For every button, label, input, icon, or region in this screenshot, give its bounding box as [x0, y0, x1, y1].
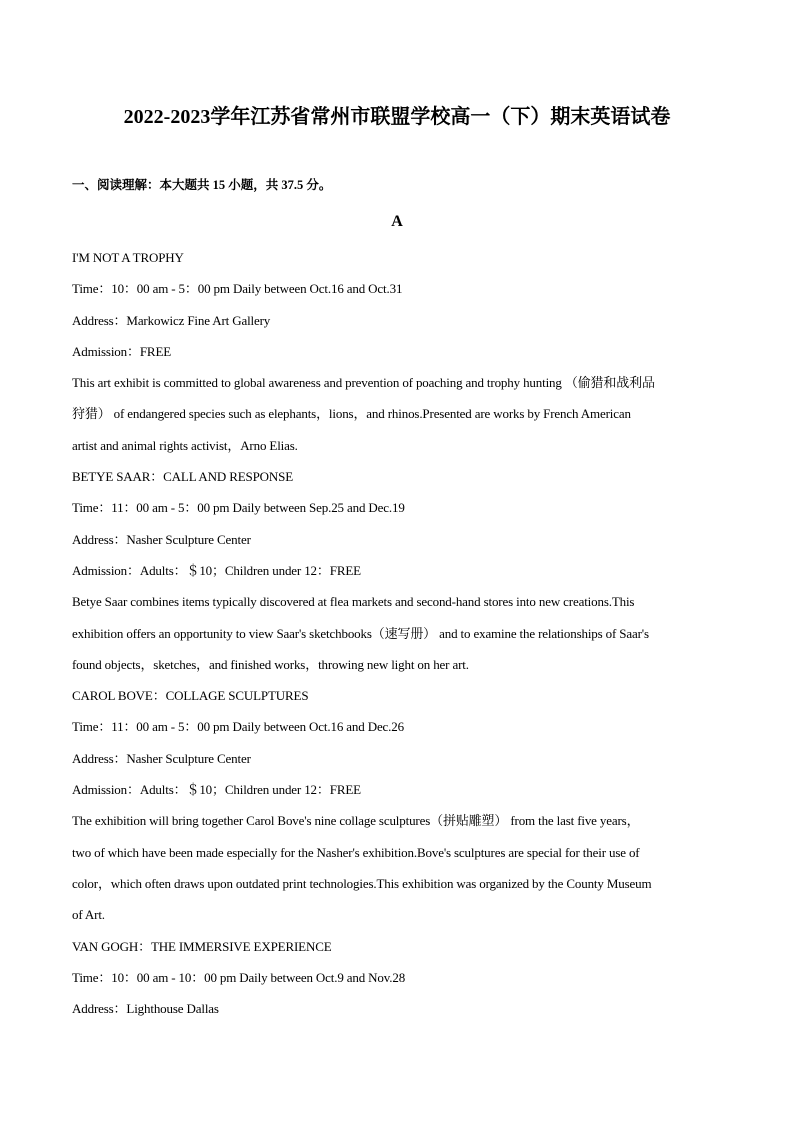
event-address: Address：Nasher Sculpture Center	[72, 531, 251, 547]
event-time: Time：11：00 am - 5：00 pm Daily between Sep.25 and Dec.19	[72, 500, 405, 516]
event-description-line: color，which often draws upon outdated print technologies.This exhibition was organized by the County Museum	[72, 875, 652, 891]
event-description-line: found objects，sketches，and finished works，throwing new light on her art.	[72, 656, 469, 672]
event-admission: Admission：Adults：＄10；Children under 12：FREE	[72, 782, 361, 798]
event-address: Address：Nasher Sculpture Center	[72, 750, 251, 766]
event-description-line: artist and animal rights activist，Arno Elias.	[72, 437, 298, 453]
document-title: 2022-2023学年江苏省常州市联盟学校高一（下）期末英语试卷	[123, 106, 671, 128]
passage-body	[72, 248, 722, 1030]
event-description-line: Betye Saar combines items typically discovered at flea markets and second-hand stores into new creations.This	[72, 594, 635, 610]
event-title: I'M NOT A TROPHY	[72, 250, 184, 265]
event-address: Address：Markowicz Fine Art Gallery	[72, 312, 271, 328]
event-admission: Admission：FREE	[72, 343, 172, 359]
event-time: Time：10：00 am - 5：00 pm Daily between Oct.16 and Oct.31	[72, 281, 403, 297]
event-description-line: two of which have been made especially for the Nasher's exhibition.Bove's sculptures are special for their use of	[72, 844, 640, 860]
event-description-line: The exhibition will bring together Carol Bove's nine collage sculptures（拼贴雕塑） from the last five years，	[72, 813, 640, 829]
passage-label: A	[391, 213, 403, 230]
event-description-line: 狩猎） of endangered species such as elephants，lions，and rhinos.Presented are works by French American	[72, 406, 631, 422]
event-time: Time：11：00 am - 5：00 pm Daily between Oct.16 and Dec.26	[72, 719, 404, 735]
section-heading: 一、阅读理解：本大题共 15 小题，共 37.5 分。	[72, 178, 332, 192]
event-address: Address：Lighthouse Dallas	[72, 1001, 219, 1017]
event-description-line: This art exhibit is committed to global awareness and prevention of poaching and trophy hunting （偷猎和战利品	[72, 375, 655, 391]
event-description-line: exhibition offers an opportunity to view Saar's sketchbooks（速写册） and to examine the relationships of Saar's	[72, 625, 649, 641]
event-admission: Admission：Adults：＄10；Children under 12：FREE	[72, 562, 361, 578]
event-title: BETYE SAAR：CALL AND RESPONSE	[72, 469, 294, 485]
event-time: Time：10：00 am - 10：00 pm Daily between Oct.9 and Nov.28	[72, 969, 406, 985]
event-description-line: of Art.	[72, 907, 105, 923]
event-title: VAN GOGH：THE IMMERSIVE EXPERIENCE	[72, 938, 332, 954]
event-title: CAROL BOVE：COLLAGE SCULPTURES	[72, 688, 309, 704]
